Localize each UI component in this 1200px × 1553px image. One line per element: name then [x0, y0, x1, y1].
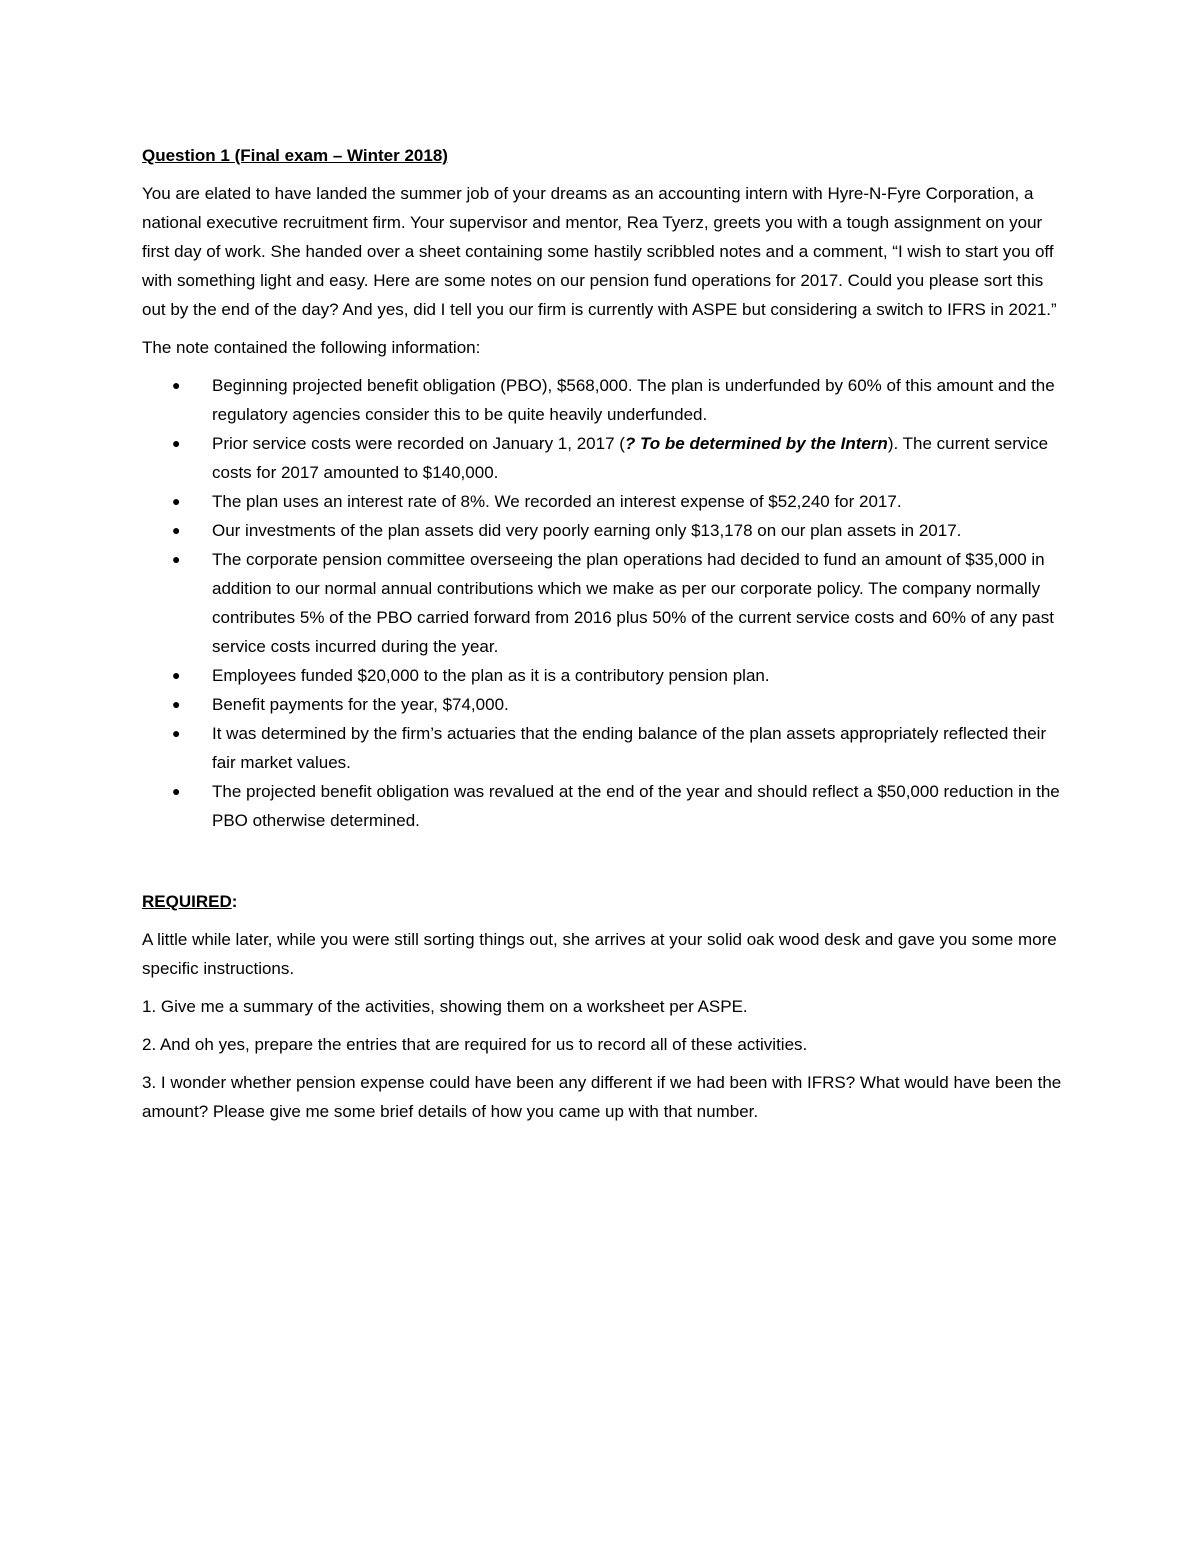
required-heading-text: REQUIRED: [142, 892, 232, 911]
note-text: Prior service costs were recorded on January 1, 2017 (: [212, 434, 625, 453]
required-item-3: 3. I wonder whether pension expense could have been any different if we had been with IFRS? What would have been the amount? Please give me some brief details of how you came up with that number.: [142, 1073, 1062, 1121]
list-item: [142, 487, 1062, 516]
notes-list: [142, 371, 1062, 835]
required-heading-colon: :: [231, 892, 238, 911]
list-item: [142, 516, 1062, 545]
list-item: [142, 371, 1062, 429]
note-text: Our investments of the plan assets did very poorly earning only $13,178 on our plan assets in 2017.: [212, 521, 962, 540]
note-text: Beginning projected benefit obligation (PBO), $568,000. The plan is underfunded by 60% of this amount and the regulatory agencies consider this to be quite heavily underfunded.: [212, 376, 1055, 424]
note-text: Benefit payments for the year, $74,000.: [212, 695, 509, 714]
bullet-icon: ●: [172, 522, 181, 538]
note-text: The projected benefit obligation was revalued at the end of the year and should reflect a $50,000 reduction in the PBO otherwise determined.: [212, 782, 1060, 830]
section-spacer: [142, 835, 1062, 887]
question-title: Question 1 (Final exam – Winter 2018): [142, 146, 448, 165]
list-item: [142, 429, 1062, 487]
required-heading: [142, 887, 1062, 916]
bullet-icon: ●: [172, 696, 181, 712]
bullet-icon: ●: [172, 551, 181, 567]
list-item: [142, 661, 1062, 690]
note-text: ). The current service costs for 2017 amounted to $140,000.: [212, 434, 1049, 482]
note-text: The plan uses an interest rate of 8%. We recorded an interest expense of $52,240 for 2017.: [212, 492, 902, 511]
bullet-icon: ●: [172, 725, 181, 741]
list-item: [142, 545, 1062, 661]
note-text: Employees funded $20,000 to the plan as it is a contributory pension plan.: [212, 666, 770, 685]
required-item-2: 2. And oh yes, prepare the entries that are required for us to record all of these activities.: [142, 1035, 808, 1054]
bullet-icon: ●: [172, 783, 181, 799]
bullet-icon: ●: [172, 667, 181, 683]
bullet-icon: ●: [172, 377, 181, 393]
document-page: [142, 141, 1062, 1135]
note-intro: The note contained the following information:: [142, 338, 481, 357]
intro-paragraph: You are elated to have landed the summer job of your dreams as an accounting intern with Hyre-N-Fyre Corporation, a national executive recruitment firm. Your supervisor and mentor, Rea Tyerz, greets you with a tough assignment on your first day of work. She handed over a sheet containing some hastily scribbled notes and a comment, “I wish to start you off with something light and easy. Here are some notes on our pension fund operations for 2017. Could you please sort this out by the end of the day? And yes, did I tell you our firm is currently with ASPE but considering a switch to IFRS in 2021.”: [142, 184, 1057, 319]
bullet-icon: ●: [172, 493, 181, 509]
required-item-1: 1. Give me a summary of the activities, showing them on a worksheet per ASPE.: [142, 997, 748, 1016]
required-intro: A little while later, while you were still sorting things out, she arrives at your solid oak wood desk and gave you some more specific instructions.: [142, 930, 1057, 978]
list-item: [142, 690, 1062, 719]
list-item: [142, 777, 1062, 835]
note-text: It was determined by the firm’s actuaries that the ending balance of the plan assets appropriately reflected their fair market values.: [212, 724, 1047, 772]
list-item: [142, 719, 1062, 777]
note-emphasis: ? To be determined by the Intern: [624, 434, 888, 453]
note-text: The corporate pension committee overseeing the plan operations had decided to fund an amount of $35,000 in addition to our normal annual contributions which we make as per our corporate policy. The company normally contributes 5% of the PBO carried forward from 2016 plus 50% of the current service costs and 60% of any past service costs incurred during the year.: [212, 550, 1054, 656]
bullet-icon: ●: [172, 435, 181, 451]
